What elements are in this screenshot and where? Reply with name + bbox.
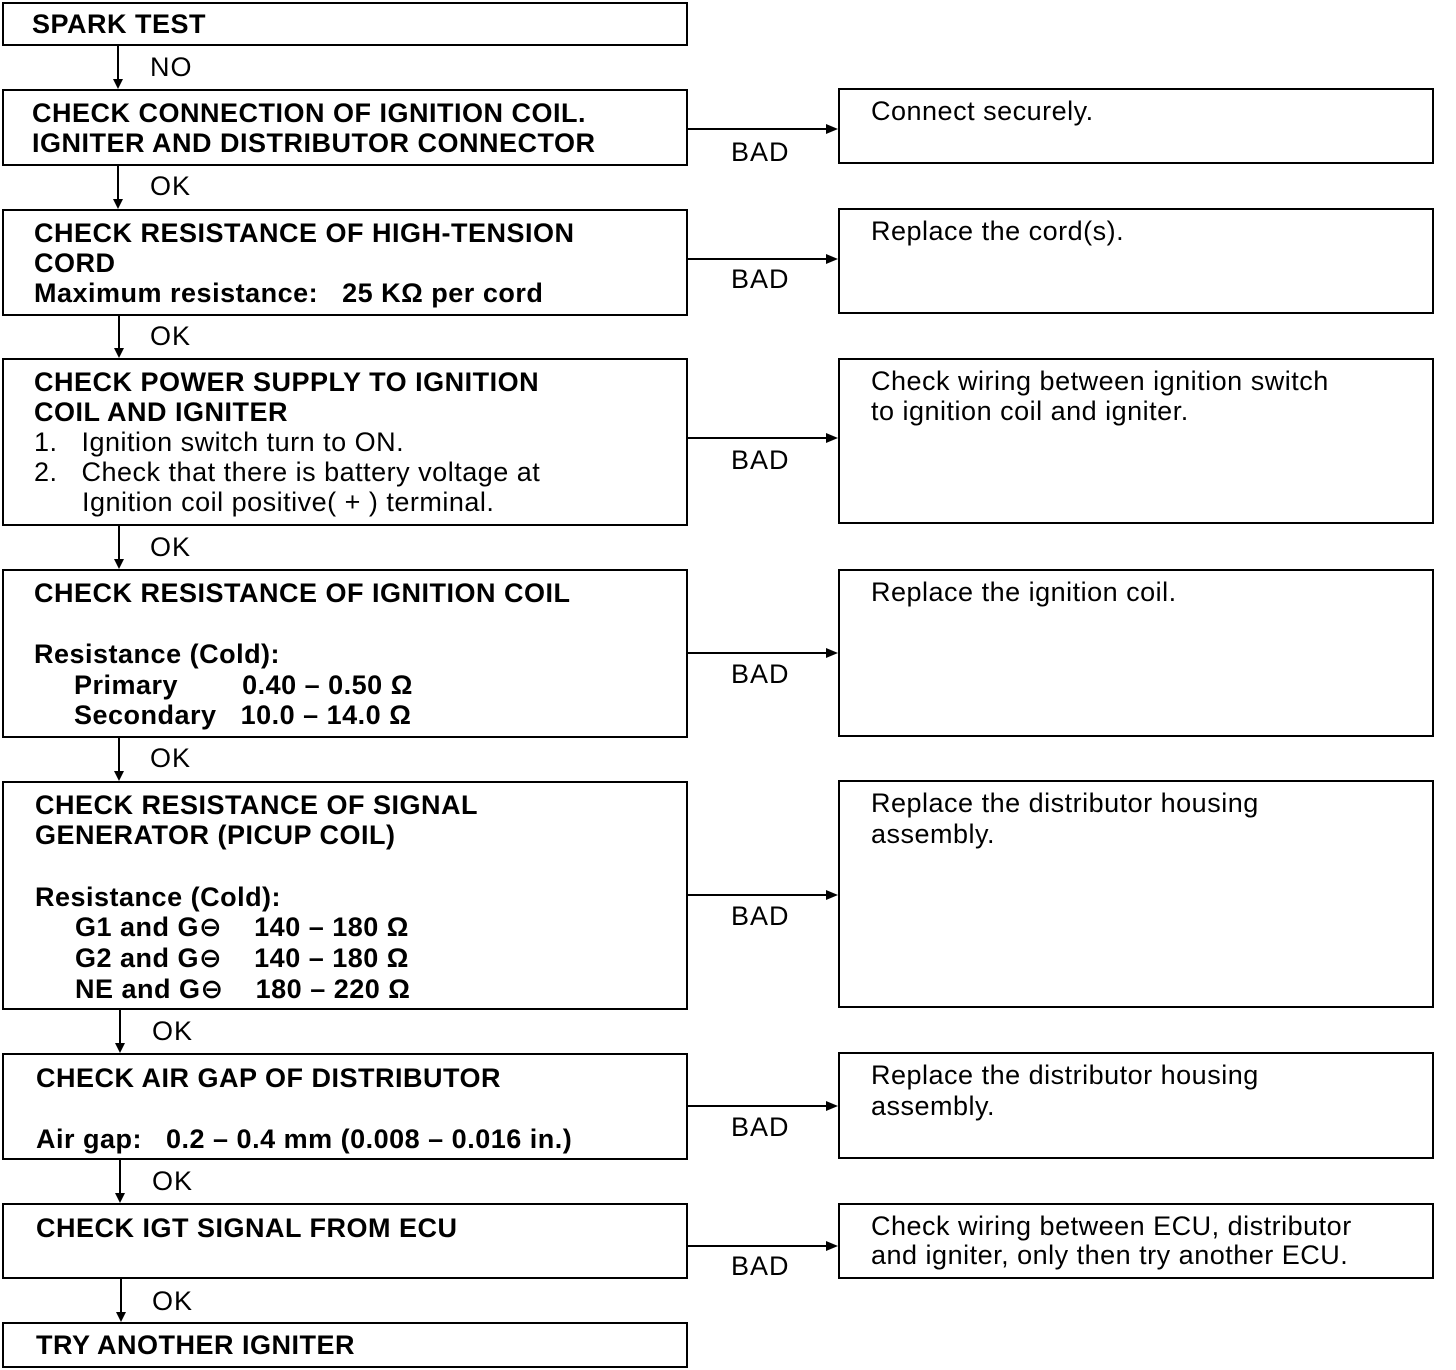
bad-arrowhead (826, 1101, 838, 1111)
down-arrowhead (113, 79, 123, 89)
remedy-check-wiring-ecu-box (838, 1203, 1434, 1279)
step-title: CHECK IGT SIGNAL FROM ECU (36, 1213, 458, 1243)
bad-branch-line (688, 128, 826, 130)
step-title: CHECK RESISTANCE OF SIGNAL (35, 790, 479, 820)
step-air-gap-box (2, 1053, 688, 1160)
connector-label-no: NO (150, 52, 193, 82)
connector-label-ok: OK (152, 1166, 194, 1196)
remedy-text: Connect securely. (871, 96, 1094, 126)
remedy-connect-securely-box (838, 88, 1434, 164)
remedy-replace-housing-box (838, 780, 1434, 1008)
step-title: CHECK AIR GAP OF DISTRIBUTOR (36, 1063, 502, 1093)
bad-branch-line (688, 437, 826, 439)
branch-label-bad: BAD (731, 264, 790, 294)
down-connector (118, 526, 120, 559)
step-instruction: 1. Ignition switch turn to ON. (34, 427, 405, 457)
down-connector (120, 1279, 122, 1312)
step-title: CHECK RESISTANCE OF IGNITION COIL (34, 578, 571, 608)
step-title: SPARK TEST (32, 9, 207, 39)
remedy-replace-coil-box (838, 569, 1434, 737)
remedy-text: Check wiring between ignition switch (871, 366, 1329, 396)
bad-branch-line (688, 1245, 826, 1247)
down-arrowhead (115, 1043, 125, 1053)
down-arrowhead (114, 771, 124, 781)
down-arrowhead (113, 199, 123, 209)
bad-branch-line (688, 1105, 826, 1107)
remedy-text: and igniter, only then try another ECU. (871, 1240, 1349, 1270)
bad-branch-line (688, 894, 826, 896)
down-arrowhead (115, 1193, 125, 1203)
down-connector (117, 46, 119, 79)
remedy-text: Check wiring between ECU, distributor (871, 1211, 1352, 1241)
branch-label-bad: BAD (731, 659, 790, 689)
step-spark-test-box (2, 2, 688, 46)
step-try-igniter-box (2, 1322, 688, 1368)
bad-arrowhead (826, 124, 838, 134)
step-title: IGNITER AND DISTRIBUTOR CONNECTOR (32, 128, 596, 158)
remedy-text: Replace the cord(s). (871, 216, 1125, 246)
remedy-text: assembly. (871, 1091, 996, 1121)
remedy-text: Replace the ignition coil. (871, 577, 1177, 607)
down-arrowhead (114, 348, 124, 358)
step-signal-generator-box (2, 781, 688, 1010)
branch-label-bad: BAD (731, 1112, 790, 1142)
remedy-text: Replace the distributor housing (871, 788, 1259, 818)
step-spec: Secondary 10.0 – 14.0 Ω (34, 700, 412, 730)
remedy-replace-cord-box (838, 208, 1434, 314)
step-spec: G1 and G⊖ 140 – 180 Ω (35, 912, 409, 942)
step-title: CHECK POWER SUPPLY TO IGNITION (34, 367, 540, 397)
down-connector (117, 166, 119, 199)
remedy-text: assembly. (871, 819, 996, 849)
branch-label-bad: BAD (731, 1251, 790, 1281)
step-spec-heading: Resistance (Cold): (34, 639, 281, 669)
connector-label-ok: OK (152, 1016, 194, 1046)
step-spec: Primary 0.40 – 0.50 Ω (34, 670, 413, 700)
step-check-connection-box (2, 89, 688, 166)
down-arrowhead (116, 1312, 126, 1322)
bad-branch-line (688, 258, 826, 260)
connector-label-ok: OK (150, 171, 192, 201)
remedy-replace-housing-box (838, 1052, 1434, 1159)
connector-label-ok: OK (150, 321, 192, 351)
branch-label-bad: BAD (731, 445, 790, 475)
step-spec-heading: Resistance (Cold): (35, 882, 282, 912)
connector-label-ok: OK (150, 532, 192, 562)
step-spec: Maximum resistance: 25 KΩ per cord (34, 278, 544, 308)
step-title: CHECK RESISTANCE OF HIGH-TENSION (34, 218, 575, 248)
remedy-check-wiring-ignition-box (838, 358, 1434, 524)
step-spec: G2 and G⊖ 140 – 180 Ω (35, 943, 409, 973)
remedy-text: to ignition coil and igniter. (871, 396, 1189, 426)
step-spec: NE and G⊖ 180 – 220 Ω (35, 974, 411, 1004)
step-igt-signal-box (2, 1203, 688, 1279)
down-arrowhead (114, 559, 124, 569)
remedy-text: Replace the distributor housing (871, 1060, 1259, 1090)
bad-branch-line (688, 652, 826, 654)
bad-arrowhead (826, 433, 838, 443)
step-instruction: 2. Check that there is battery voltage at (34, 457, 541, 487)
connector-label-ok: OK (150, 743, 192, 773)
branch-label-bad: BAD (731, 901, 790, 931)
step-power-supply-box (2, 358, 688, 526)
down-connector (118, 738, 120, 771)
step-spec: Air gap: 0.2 – 0.4 mm (0.008 – 0.016 in.) (36, 1124, 573, 1154)
down-connector (119, 1160, 121, 1193)
branch-label-bad: BAD (731, 137, 790, 167)
connector-label-ok: OK (152, 1286, 194, 1316)
step-instruction: Ignition coil positive( + ) terminal. (34, 487, 495, 517)
down-connector (118, 316, 120, 348)
down-connector (119, 1010, 121, 1043)
step-high-tension-cord-box (2, 209, 688, 316)
step-title: TRY ANOTHER IGNITER (36, 1330, 356, 1360)
step-title: CORD (34, 248, 116, 278)
step-title: GENERATOR (PICUP COIL) (35, 820, 396, 850)
bad-arrowhead (826, 890, 838, 900)
bad-arrowhead (826, 254, 838, 264)
bad-arrowhead (826, 648, 838, 658)
step-ignition-coil-box (2, 569, 688, 738)
step-title: CHECK CONNECTION OF IGNITION COIL. (32, 98, 586, 128)
step-title: COIL AND IGNITER (34, 397, 289, 427)
bad-arrowhead (826, 1241, 838, 1251)
